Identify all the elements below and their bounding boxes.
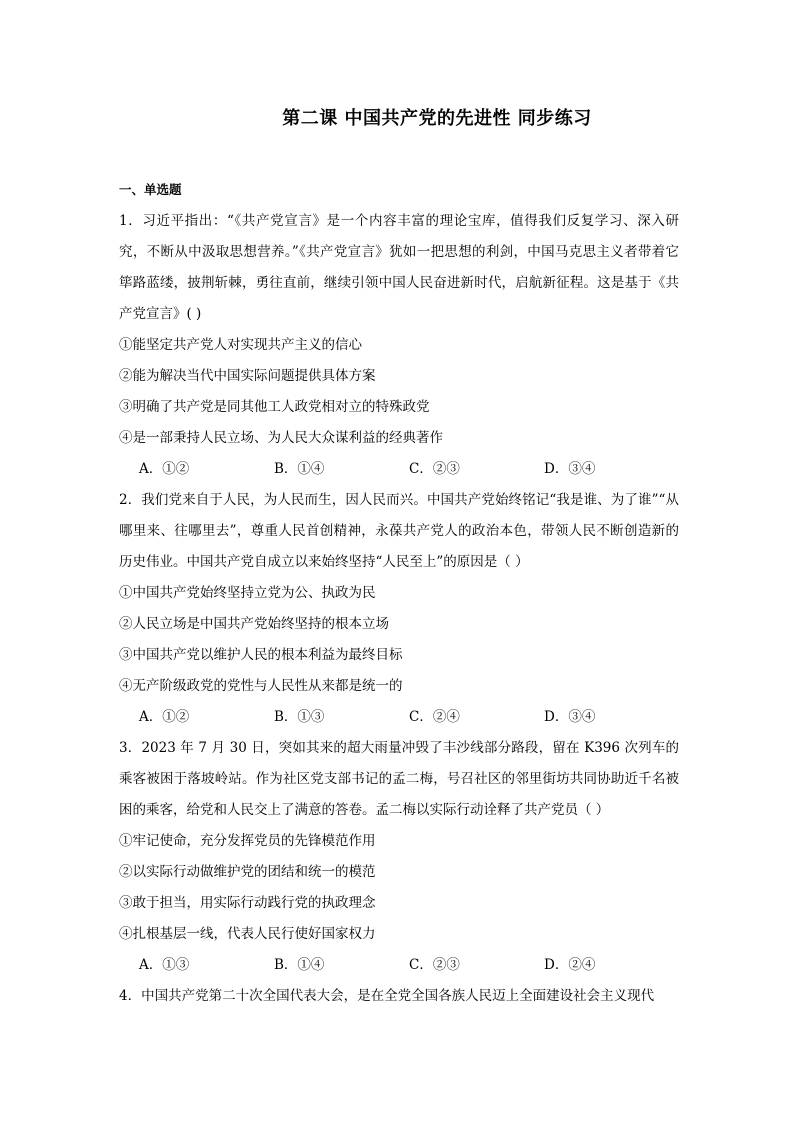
statement-option: ④扎根基层一线，代表人民行使好国家权力 xyxy=(119,926,376,942)
choice-a: A．①③ xyxy=(139,957,190,973)
statement-option: ③敢于担当，用实际行动践行党的执政理念 xyxy=(119,895,376,911)
statement-option: ①中国共产党始终坚持立党为公、执政为民 xyxy=(119,585,376,601)
answer-choices xyxy=(119,454,679,485)
choice-b: B．①③ xyxy=(274,709,325,725)
question-4 xyxy=(119,981,679,1012)
statement-option: ④无产阶级政党的党性与人民性从来都是统一的 xyxy=(119,678,403,694)
answer-choices xyxy=(119,702,679,733)
choice-a: A．①② xyxy=(139,709,190,725)
question-stem: 2．我们党来自于人民，为人民而生，因人民而兴。中国共产党始终铭记“我是谁、为了谁”“从哪里来、往哪里去”，尊重人民首创精神，永葆共产党人的政治本色，带领人民不断创造新的历史伟业。中国共产党自成立以来始终坚持“人民至上”的原因是（ ） xyxy=(119,492,679,570)
statement-option: ①能坚定共产党人对实现共产主义的信心 xyxy=(119,337,362,353)
question-1 xyxy=(119,206,679,485)
page-title: 第二课 中国共产党的先进性 同步练习 xyxy=(282,108,592,129)
choice-d: D．③④ xyxy=(544,461,596,477)
answer-choices xyxy=(119,950,679,981)
statement-option: ②以实际行动做维护党的团结和统一的模范 xyxy=(119,864,376,880)
choice-d: D．②④ xyxy=(544,957,596,973)
statement-option: ④是一部秉持人民立场、为人民大众谋利益的经典著作 xyxy=(119,430,443,446)
choice-a: A．①② xyxy=(139,461,190,477)
question-3 xyxy=(119,733,679,981)
choice-c: C．②③ xyxy=(409,957,460,973)
choice-d: D．③④ xyxy=(544,709,596,725)
statement-option: ①牢记使命，充分发挥党员的先锋模范作用 xyxy=(119,833,376,849)
choice-b: B．①④ xyxy=(274,957,325,973)
question-2 xyxy=(119,485,679,733)
section-heading: 一、单选题 xyxy=(119,182,182,197)
choice-c: C．②③ xyxy=(409,461,460,477)
statement-option: ②能为解决当代中国实际问题提供具体方案 xyxy=(119,368,376,384)
choice-b: B．①④ xyxy=(274,461,325,477)
question-list xyxy=(119,180,679,1012)
question-stem: 4．中国共产党第二十次全国代表大会，是在全党全国各族人民迈上全面建设社会主义现代 xyxy=(119,988,655,1004)
statement-option: ②人民立场是中国共产党始终坚持的根本立场 xyxy=(119,616,389,632)
statement-option: ③中国共产党以维护人民的根本利益为最终目标 xyxy=(119,647,403,663)
question-stem: 3．2023 年 7 月 30 日，突如其来的超大雨量冲毁了丰沙线部分路段，留在 K396 次列车的乘客被困于落坡岭站。作为社区党支部书记的孟二梅，号召社区的邻里街坊共同协助近千名被困的乘客，给党和人民交上了满意的答卷。孟二梅以实际行动诠释了共产党员（ ） xyxy=(119,740,679,818)
statement-option: ③明确了共产党是同其他工人政党相对立的特殊政党 xyxy=(119,399,430,415)
question-stem: 1．习近平指出：“《共产党宣言》是一个内容丰富的理论宝库，值得我们反复学习、深入研究，不断从中汲取思想营养。”《共产党宣言》犹如一把思想的利剑，中国马克思主义者带着它筚路蓝缕，披荆斩棘，勇往直前，继续引领中国人民奋进新时代，启航新征程。这是基于《共产党宣言》( ) xyxy=(119,213,679,322)
choice-c: C．②④ xyxy=(409,709,460,725)
